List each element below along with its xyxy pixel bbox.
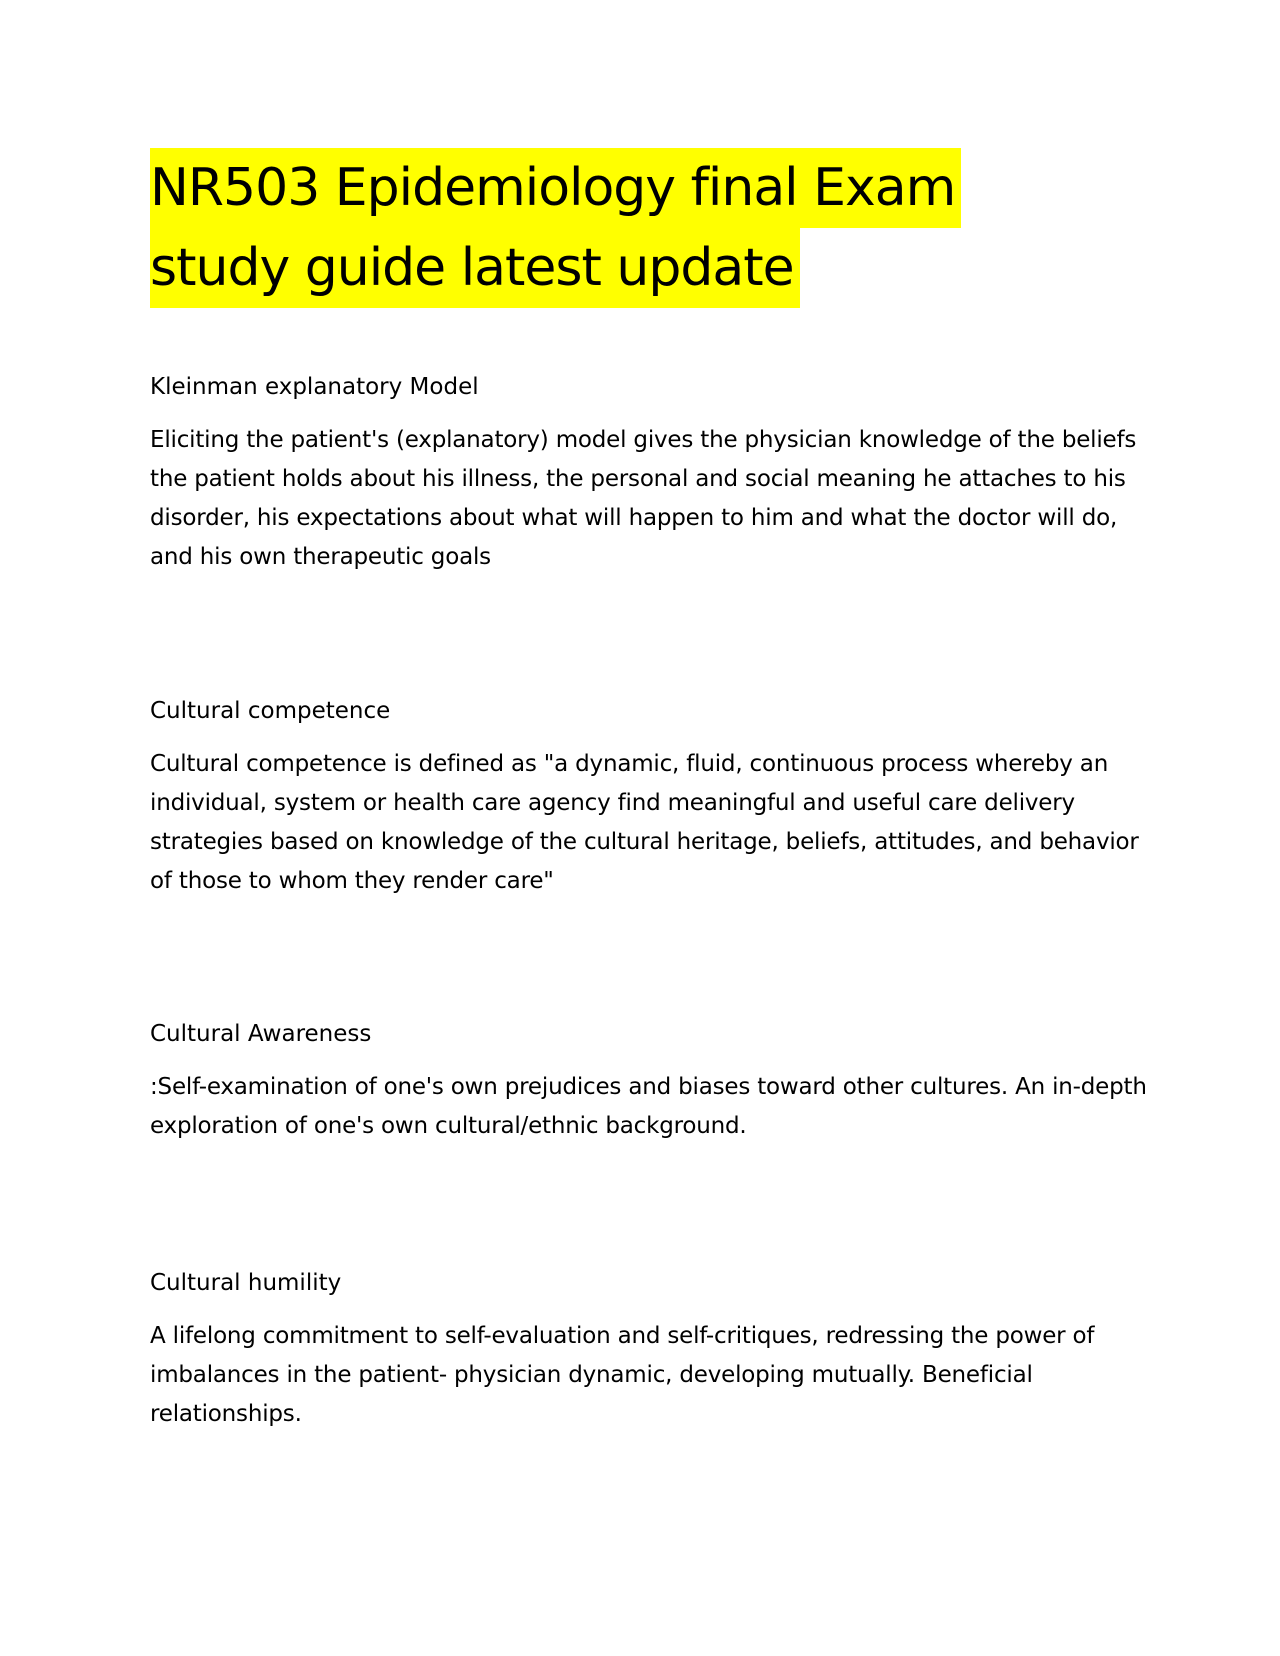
entry-term: Kleinman explanatory Model (150, 374, 479, 400)
entry-definition: Eliciting the patient's (explanatory) model gives the physician knowledge of the beliefs the patient holds about his illness, the personal and social meaning he attaches to his disorder, his expectations about what will happen to him and what the doctor will do, and his own therapeutic goals (150, 427, 1137, 570)
title-line: NR503 Epidemiology final Exam (150, 148, 961, 228)
entry-kleinman (150, 368, 1150, 577)
title-line: study guide latest update (150, 228, 800, 308)
entry-term: Cultural humility (150, 1270, 342, 1296)
document-title (150, 148, 1150, 308)
document-page (150, 148, 1150, 1427)
entry-definition: A lifelong commitment to self-evaluation and self-critiques, redressing the power of imbalances in the patient- physician dynamic, developing mutually. Beneficial relationships. (150, 1323, 1095, 1427)
entry-cultural-humility (150, 1264, 1150, 1434)
entry-definition: :Self-examination of one's own prejudices and biases toward other cultures. An in-depth exploration of one's own cultural/ethnic background. (150, 1074, 1147, 1139)
entry-definition: Cultural competence is defined as "a dynamic, fluid, continuous process whereby an individual, system or health care agency find meaningful and useful care delivery strategies based on knowledge of the cultural heritage, beliefs, attitudes, and behavior of those to whom they render care" (150, 751, 1139, 894)
entry-term: Cultural competence (150, 698, 391, 724)
entry-cultural-awareness (150, 1015, 1150, 1146)
entry-term: Cultural Awareness (150, 1021, 372, 1047)
entry-cultural-competence (150, 692, 1150, 901)
